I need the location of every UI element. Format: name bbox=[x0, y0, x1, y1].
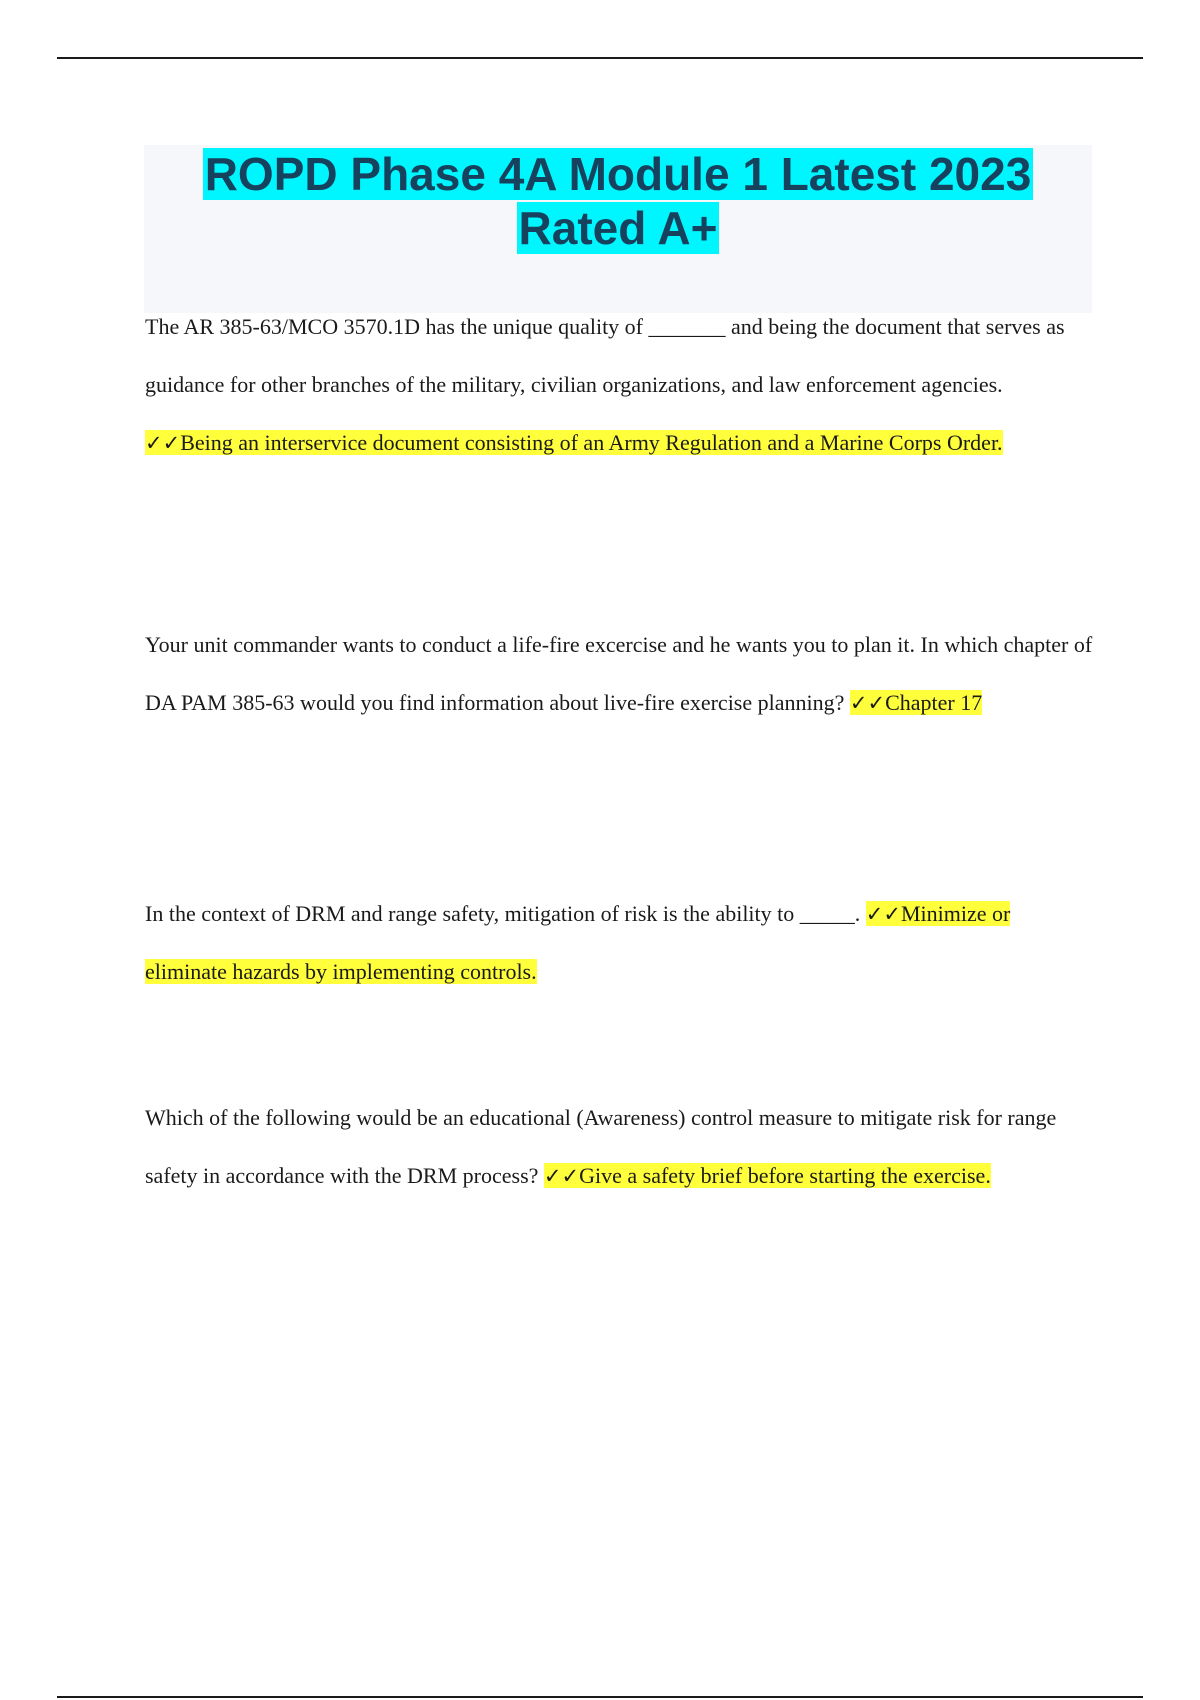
question-text: Which of the following would be an educational (Awareness) control measure to mitigate risk for range safety in accordance with the DRM process? bbox=[145, 1105, 1057, 1188]
question-text: In the context of DRM and range safety, mitigation of risk is the ability to _____. bbox=[145, 901, 866, 926]
question-answer-3 bbox=[145, 885, 1095, 1001]
question-text: The AR 385-63/MCO 3570.1D has the unique quality of _______ and being the document that serves as guidance for other branches of the military, civilian organizations, and law enforcement agencies. bbox=[145, 314, 1065, 397]
answer-text: Give a safety brief before starting the exercise. bbox=[579, 1163, 991, 1188]
top-rule bbox=[57, 57, 1143, 59]
bottom-rule bbox=[57, 1696, 1143, 1698]
check-mark-icon: ✓✓ bbox=[145, 431, 181, 455]
question-answer-4 bbox=[145, 1089, 1095, 1205]
page-title-line-2: Rated A+ bbox=[518, 202, 718, 254]
question-answer-2 bbox=[145, 616, 1095, 732]
answer-text: Being an interservice document consisting of an Army Regulation and a Marine Corps Order. bbox=[180, 430, 1003, 455]
check-mark-icon: ✓✓ bbox=[543, 1164, 580, 1188]
answer-highlight bbox=[850, 690, 982, 715]
answer-text: Minimize or eliminate hazards by implementing controls. bbox=[145, 901, 1011, 984]
answer-highlight bbox=[544, 1163, 991, 1188]
check-mark-icon: ✓✓ bbox=[865, 902, 901, 926]
question-answer-1 bbox=[145, 298, 1095, 472]
answer-highlight bbox=[145, 430, 1003, 455]
answer-text: Chapter 17 bbox=[885, 690, 983, 715]
title-banner bbox=[144, 145, 1092, 313]
page-title-line-1: ROPD Phase 4A Module 1 Latest 2023 bbox=[204, 148, 1032, 200]
question-text: Your unit commander wants to conduct a life-fire excercise and he wants you to plan it. In which chapter of DA PAM 385-63 would you find information about live-fire exercise planning? bbox=[145, 632, 1093, 715]
check-mark-icon: ✓✓ bbox=[849, 691, 886, 715]
